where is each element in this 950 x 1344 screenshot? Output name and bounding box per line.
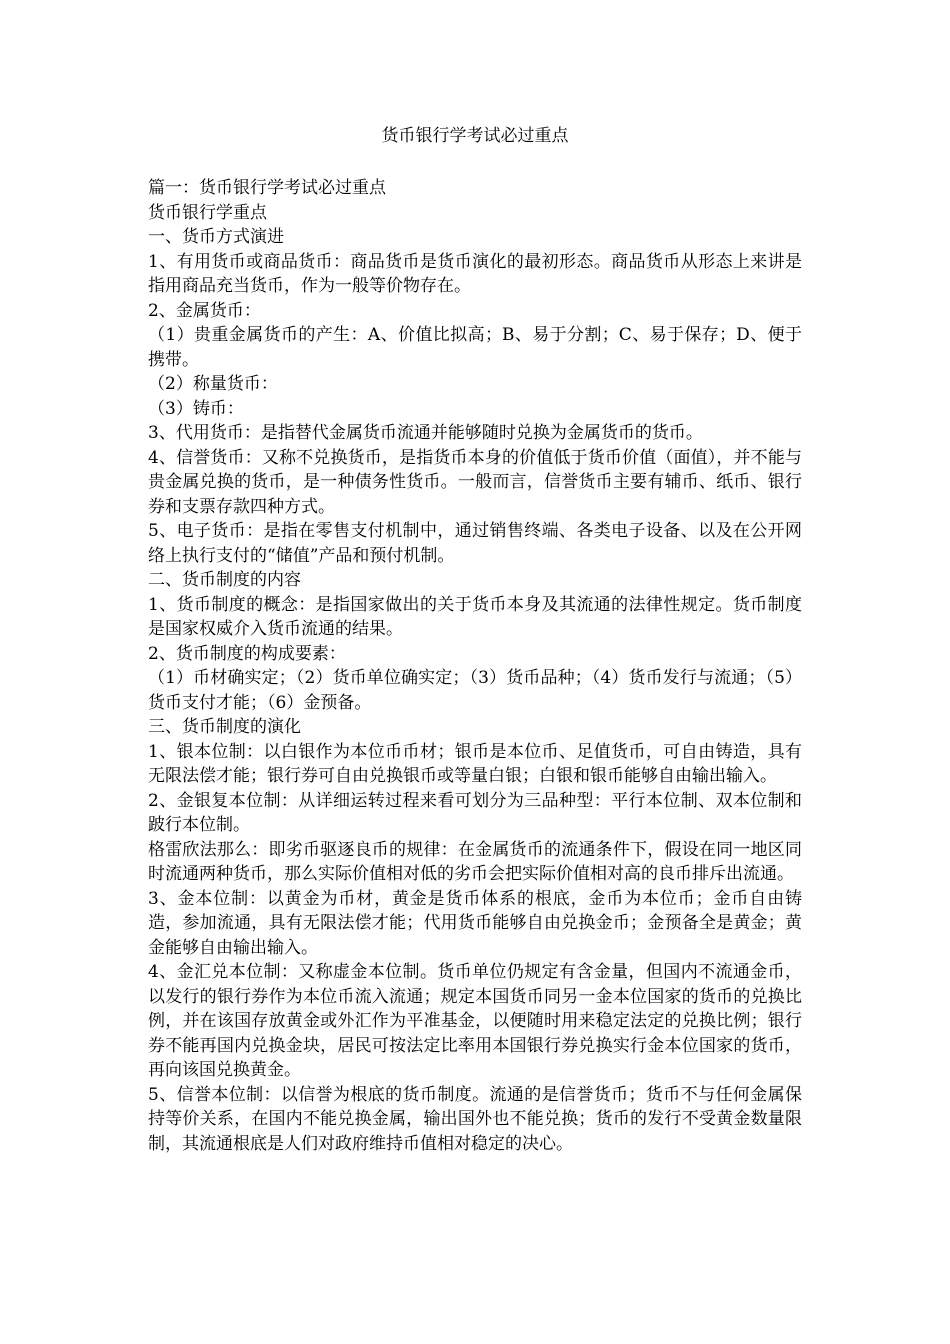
paragraph: （3）铸币： [148,398,244,419]
section-heading: 二、货币制度的内容 [148,570,301,590]
paragraph: （2）称量货币： [148,374,278,394]
paragraph: 1、货币制度的概念：是指国家做出的关于货币本身及其流通的法律性规定。货币制度是国家权威介入货币流通的结果。 [148,594,802,639]
paragraph: 篇一：货币银行学考试必过重点 [148,178,386,198]
paragraph: 格雷欣法那么：即劣币驱逐良币的规律：在金属货币的流通条件下，假设在同一地区同时流通两种货币，那么实际价值相对低的劣币会把实际价值相对高的良币排斥出流通。 [148,839,802,884]
document-body [148,176,802,1156]
paragraph: 货币银行学重点 [148,202,267,223]
paragraph: 4、信誉货币：又称不兑换货币，是指货币本身的价值低于货币价值（面值），并不能与贵金属兑换的货币，是一种债务性货币。一般而言，信誉货币主要有辅币、纸币、银行券和支票存款四种方式。 [148,447,802,517]
paragraph: （1）贵重金属货币的产生：A、价值比拟高；B、易于分割；C、易于保存；D、便于携带。 [148,325,802,370]
document-title: 货币银行学考试必过重点 [381,126,569,146]
section-heading: 一、货币方式演进 [148,227,284,247]
paragraph: 5、电子货币：是指在零售支付机制中，通过销售终端、各类电子设备、以及在公开网络上执行支付的“储值”产品和预付机制。 [148,521,802,566]
paragraph: 5、信誉本位制：以信誉为根底的货币制度。流通的是信誉货币；货币不与任何金属保持等价关系，在国内不能兑换金属，输出国外也不能兑换；货币的发行不受黄金数量限制，其流通根底是人们对政府维持币值相对稳定的决心。 [148,1084,802,1154]
paragraph: 4、金汇兑本位制：又称虚金本位制。货币单位仍规定有含金量，但国内不流通金币，以发行的银行券作为本位币流入流通；规定本国货币同另一金本位国家的货币的兑换比例，并在该国存放黄金或外汇作为平准基金，以便随时用来稳定法定的兑换比例；银行券不能再国内兑换金块，居民可按法定比率用本国银行券兑换实行金本位国家的货币，再向该国兑换黄金。 [148,962,802,1080]
paragraph: （1）币材确实定；（2）货币单位确实定；（3）货币品种；（4）货币发行与流通；（5）货币支付才能；（6）金预备。 [148,668,802,713]
paragraph: 1、银本位制：以白银作为本位币币材；银币是本位币、足值货币，可自由铸造，具有无限法偿才能；银行券可自由兑换银币或等量白银；白银和银币能够自由输出输入。 [148,741,802,786]
paragraph: 1、有用货币或商品货币：商品货币是货币演化的最初形态。商品货币从形态上来讲是指用商品充当货币，作为一般等价物存在。 [148,251,802,296]
section-heading: 三、货币制度的演化 [148,717,301,737]
paragraph: 2、金银复本位制：从详细运转过程来看可划分为三品种型：平行本位制、双本位制和跛行本位制。 [148,790,802,835]
paragraph: 2、货币制度的构成要素： [148,643,346,664]
paragraph: 3、代用货币：是指替代金属货币流通并能够随时兑换为金属货币的货币。 [148,423,703,443]
paragraph: 3、金本位制：以黄金为币材，黄金是货币体系的根底，金币为本位币；金币自由铸造，参加流通，具有无限法偿才能；代用货币能够自由兑换金币；金预备全是黄金；黄金能够自由输出输入。 [148,888,802,958]
paragraph: 2、金属货币： [148,300,261,321]
